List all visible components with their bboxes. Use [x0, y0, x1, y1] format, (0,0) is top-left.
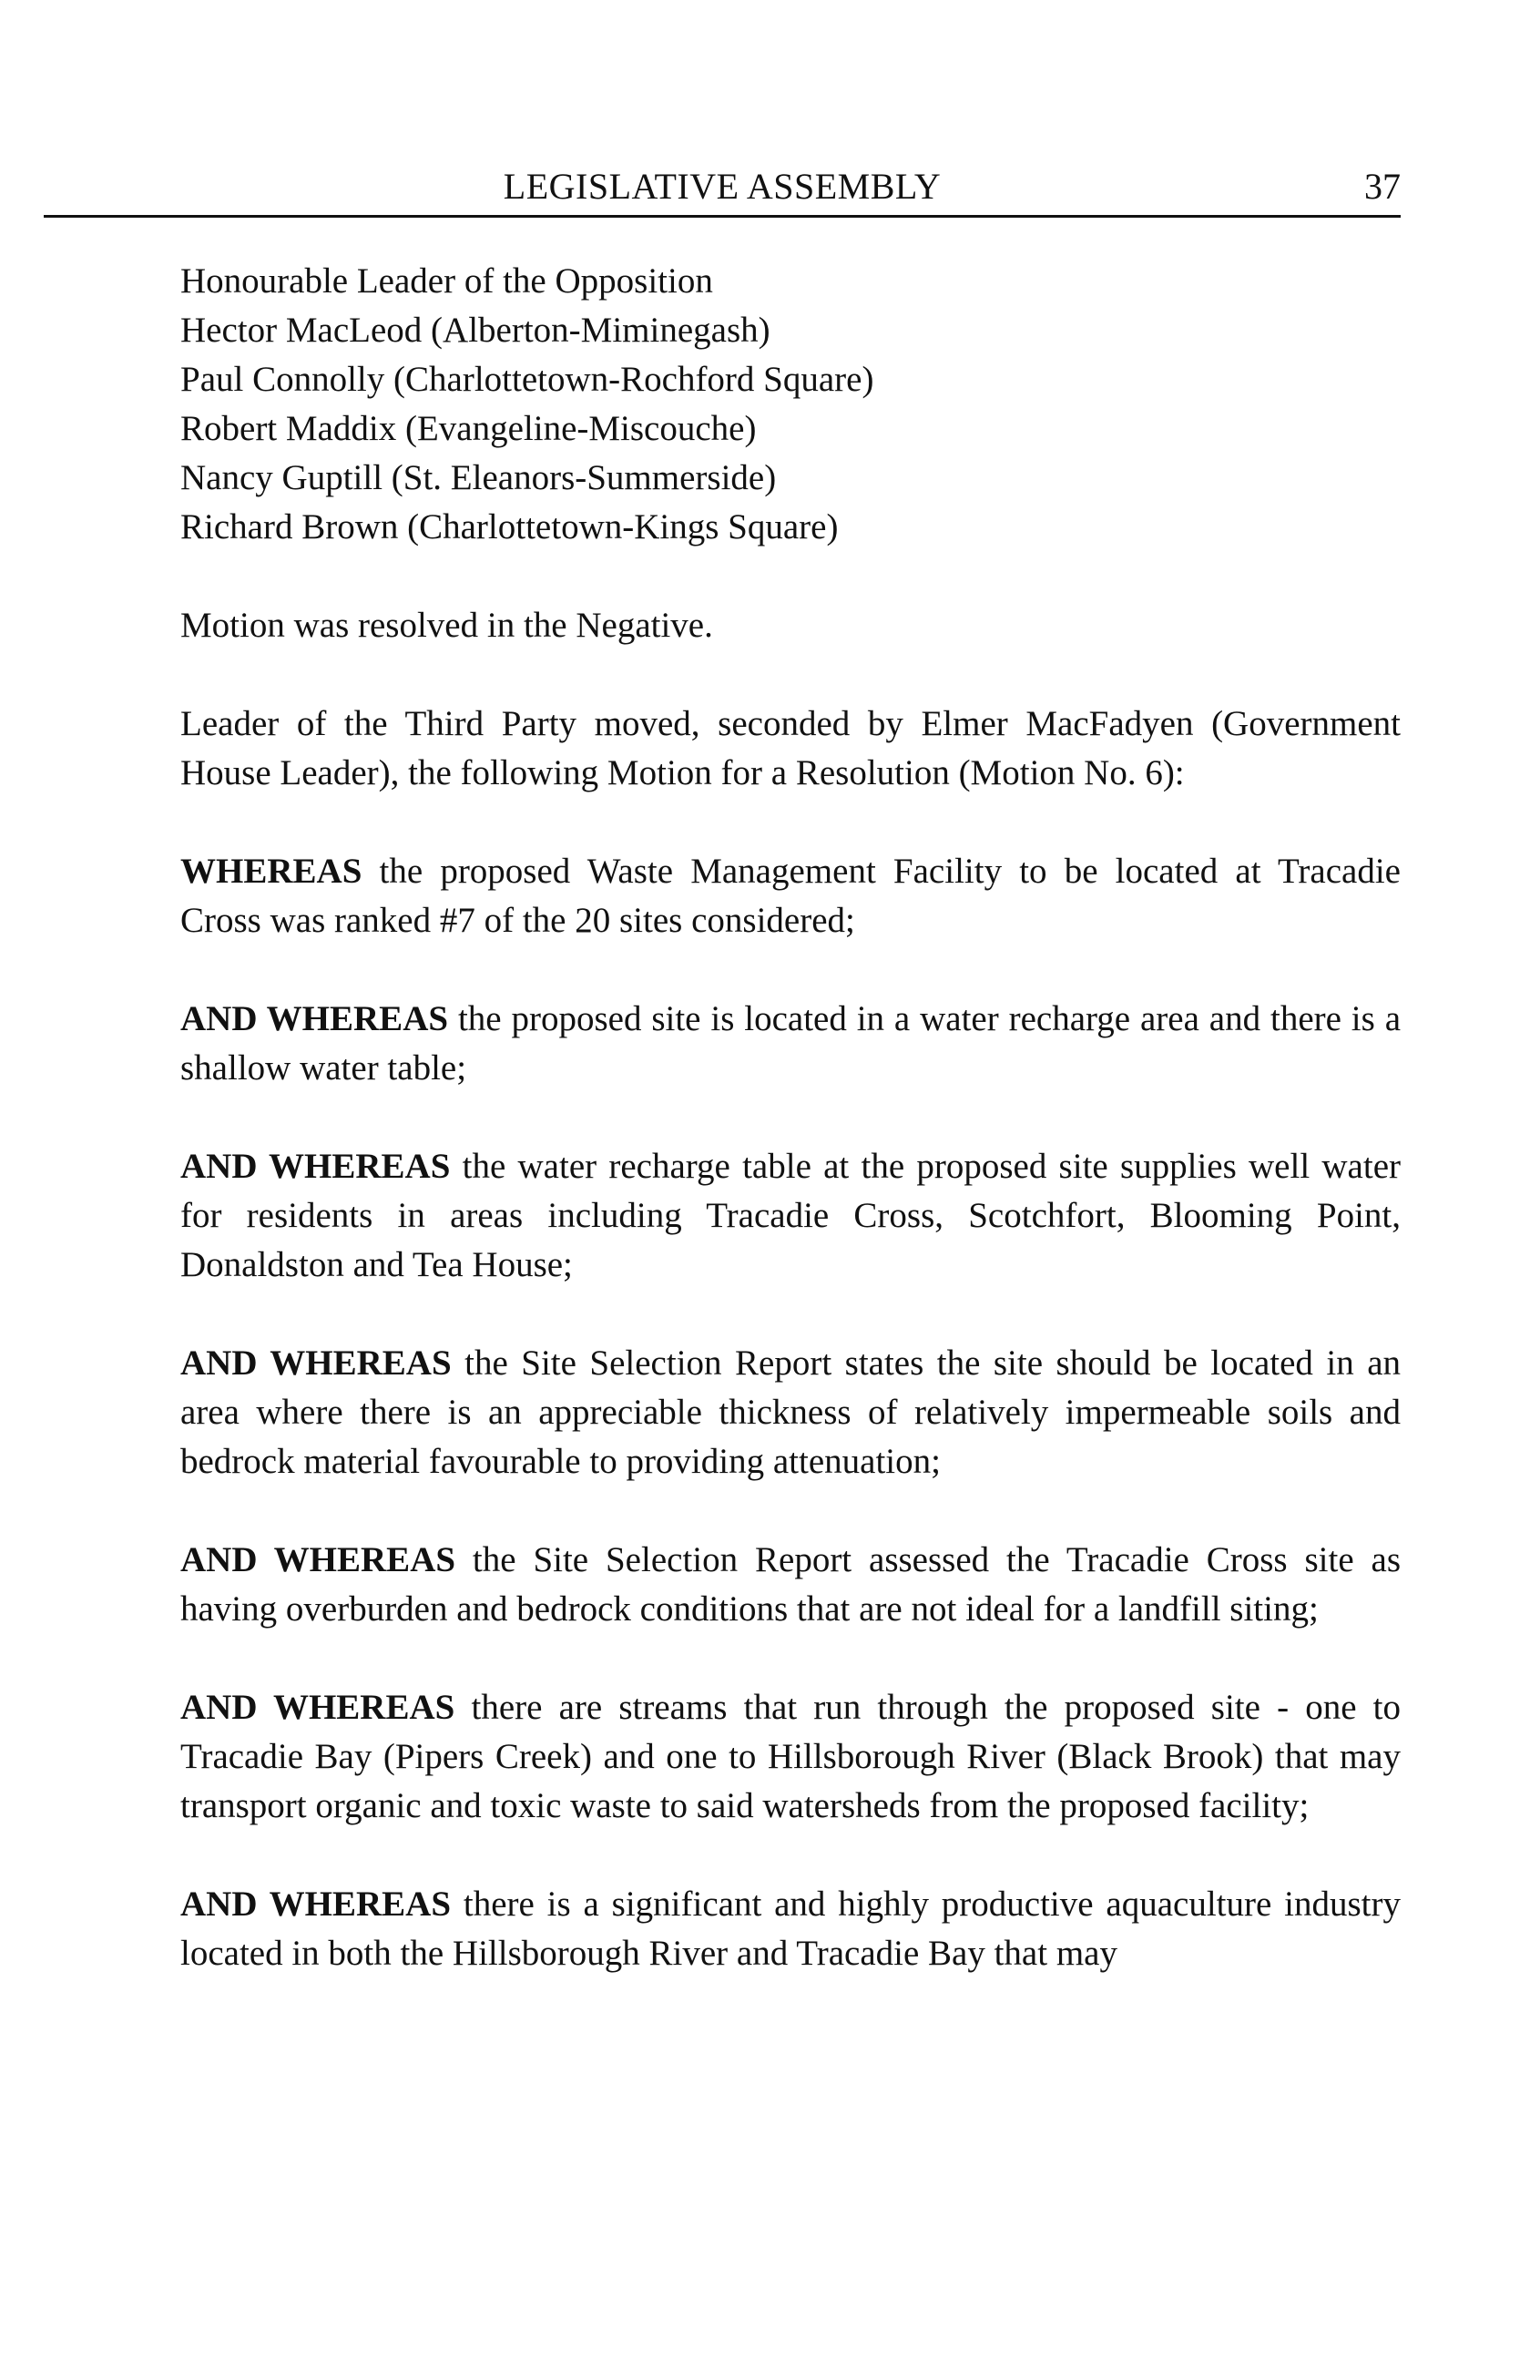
page-header [44, 164, 1401, 218]
whereas-lead: AND WHEREAS [180, 1540, 456, 1579]
whereas-clause [180, 995, 1401, 1093]
member-item: Robert Maddix (Evangeline-Miscouche) [180, 409, 757, 448]
whereas-clause [180, 847, 1401, 945]
whereas-text: the water recharge table at the proposed site supplies well water for residents in areas including Tracadie Cross, Scotchfort, Blooming Point, Donaldston and Tea House; [180, 1147, 1401, 1284]
whereas-clause [180, 1339, 1401, 1486]
whereas-clause [180, 1880, 1401, 1978]
page-number: 37 [1364, 166, 1401, 207]
motion-result: Motion was resolved in the Negative. [180, 606, 713, 645]
whereas-lead: AND WHEREAS [180, 999, 449, 1038]
header-title: LEGISLATIVE ASSEMBLY [503, 166, 942, 207]
member-item: Hector MacLeod (Alberton-Miminegash) [180, 311, 770, 350]
whereas-lead: AND WHEREAS [180, 1885, 452, 1924]
whereas-clause [180, 1142, 1401, 1290]
whereas-text: the proposed site is located in a water recharge area and there is a shallow water table; [180, 999, 1402, 1088]
whereas-text: the proposed Waste Management Facility to be located at Tracadie Cross was ranked #7 of the 20 sites considered; [180, 852, 1401, 940]
whereas-lead: AND WHEREAS [180, 1688, 455, 1727]
whereas-lead: WHEREAS [180, 852, 362, 891]
member-list [180, 257, 1401, 552]
document-body [180, 257, 1401, 1978]
member-item: Nancy Guptill (St. Eleanors-Summerside) [180, 458, 777, 497]
member-item: Honourable Leader of the Opposition [180, 261, 713, 301]
motion-intro: Leader of the Third Party moved, seconded by Elmer MacFadyen (Government House Leader), the following Motion for a Resolution (Motion No. 6): [180, 704, 1401, 792]
whereas-text: the Site Selection Report assessed the Tracadie Cross site as having overburden and bedrock conditions that are not ideal for a landfill siting; [180, 1540, 1401, 1629]
whereas-clause [180, 1683, 1401, 1831]
whereas-lead: AND WHEREAS [180, 1147, 451, 1186]
member-item: Paul Connolly (Charlottetown-Rochford Square) [180, 360, 874, 399]
whereas-clause [180, 1536, 1401, 1634]
whereas-text: there is a significant and highly productive aquaculture industry located in both the Hillsborough River and Tracadie Bay that may [180, 1885, 1401, 1973]
whereas-lead: AND WHEREAS [180, 1343, 452, 1383]
member-item: Richard Brown (Charlottetown-Kings Square) [180, 507, 839, 546]
whereas-text: the Site Selection Report states the site should be located in an area where there is an appreciable thickness of relatively impermeable soils and bedrock material favourable to providing attenuation; [180, 1343, 1402, 1481]
whereas-text: there are streams that run through the proposed site - one to Tracadie Bay (Pipers Creek) and one to Hillsborough River (Black Brook) that may transport organic and toxic waste to said watersheds from the proposed facility; [180, 1688, 1402, 1825]
